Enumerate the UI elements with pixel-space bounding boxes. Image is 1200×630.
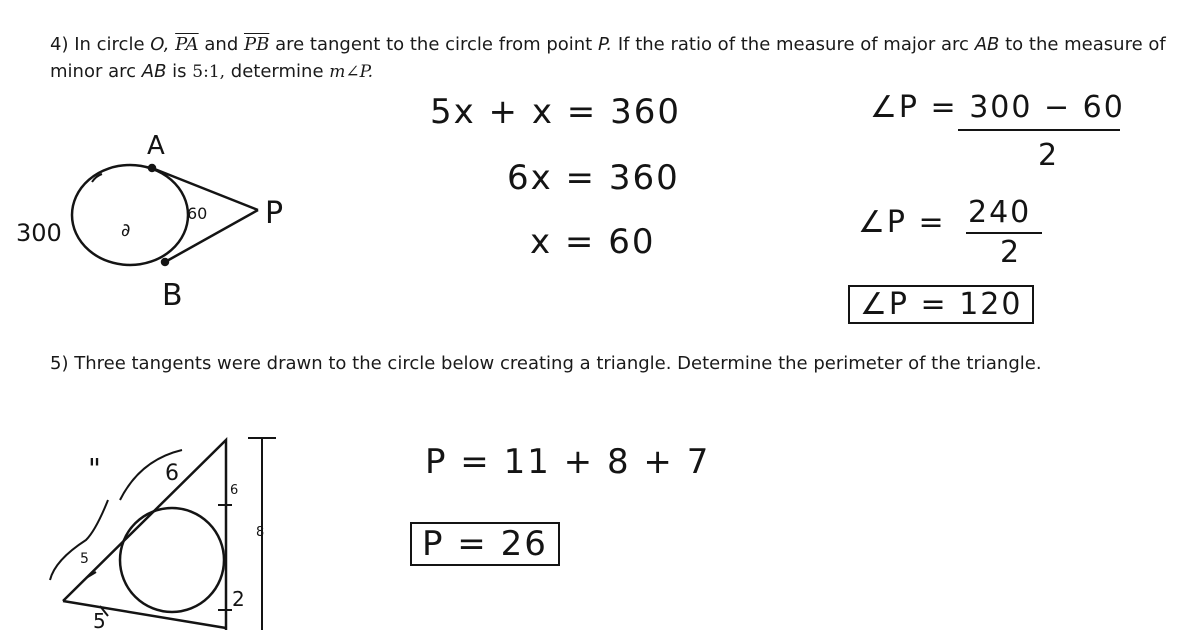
problem-5-number: 5) — [50, 353, 69, 374]
minor-arc-label: 60 — [187, 204, 208, 223]
side-label-8: 8 — [256, 525, 265, 540]
point-a — [149, 165, 155, 171]
side-label-6: 6 — [230, 483, 239, 498]
inscribed-circle — [120, 508, 224, 612]
brace-left — [50, 500, 108, 580]
label-a: A — [147, 131, 165, 161]
point-b — [162, 259, 168, 265]
work-eq-5x-plus-x: 5x + x = 360 — [430, 92, 681, 132]
major-arc-label: 300 — [16, 219, 62, 247]
label-p: P — [265, 196, 284, 231]
quote-mark: " — [88, 452, 101, 485]
angle-label-2: ∠P = — [858, 205, 946, 240]
problem-5-text: 5) Three tangents were drawn to the circle below creating a triangle. Determine the perimeter of the triangle. — [50, 353, 1042, 374]
work-eq-x-60: x = 60 — [530, 222, 656, 262]
problem-5-answer-box: P = 26 — [410, 522, 560, 566]
perimeter-sum: P = 11 + 8 + 7 — [425, 442, 711, 482]
label-center-o: ∂ — [121, 220, 131, 241]
angle-fraction-denominator-2: 2 — [1000, 235, 1022, 270]
angle-fraction-numerator-2: 240 — [968, 195, 1032, 230]
problem-4-answer-box: ∠P = 120 — [848, 285, 1034, 324]
side-label-5a: 5 — [80, 551, 89, 567]
problem-4-figure — [72, 165, 258, 265]
work-eq-6x: 6x = 360 — [507, 158, 680, 198]
angle-fraction-numerator-1: ∠P = 300 − 60 — [870, 90, 1125, 125]
problem-4-number: 4) — [50, 34, 69, 55]
hypotenuse-mark-6: 6 — [165, 461, 179, 486]
problem-4-text: 4) In circle O, $\overline{PA}$ and $\overline{PB}$ are tangent to the circle from point P. If the ratio of the measure of major arc AB to the measure of minor arc AB is 5:1, determine m∠P. — [50, 34, 1166, 82]
side-label-5b: 5 — [93, 609, 106, 630]
circle-o — [72, 165, 188, 265]
side-label-2: 2 — [232, 587, 245, 611]
angle-fraction-denominator-1: 2 — [1038, 138, 1060, 173]
tangent-pb — [165, 210, 258, 262]
label-b: B — [162, 278, 183, 313]
